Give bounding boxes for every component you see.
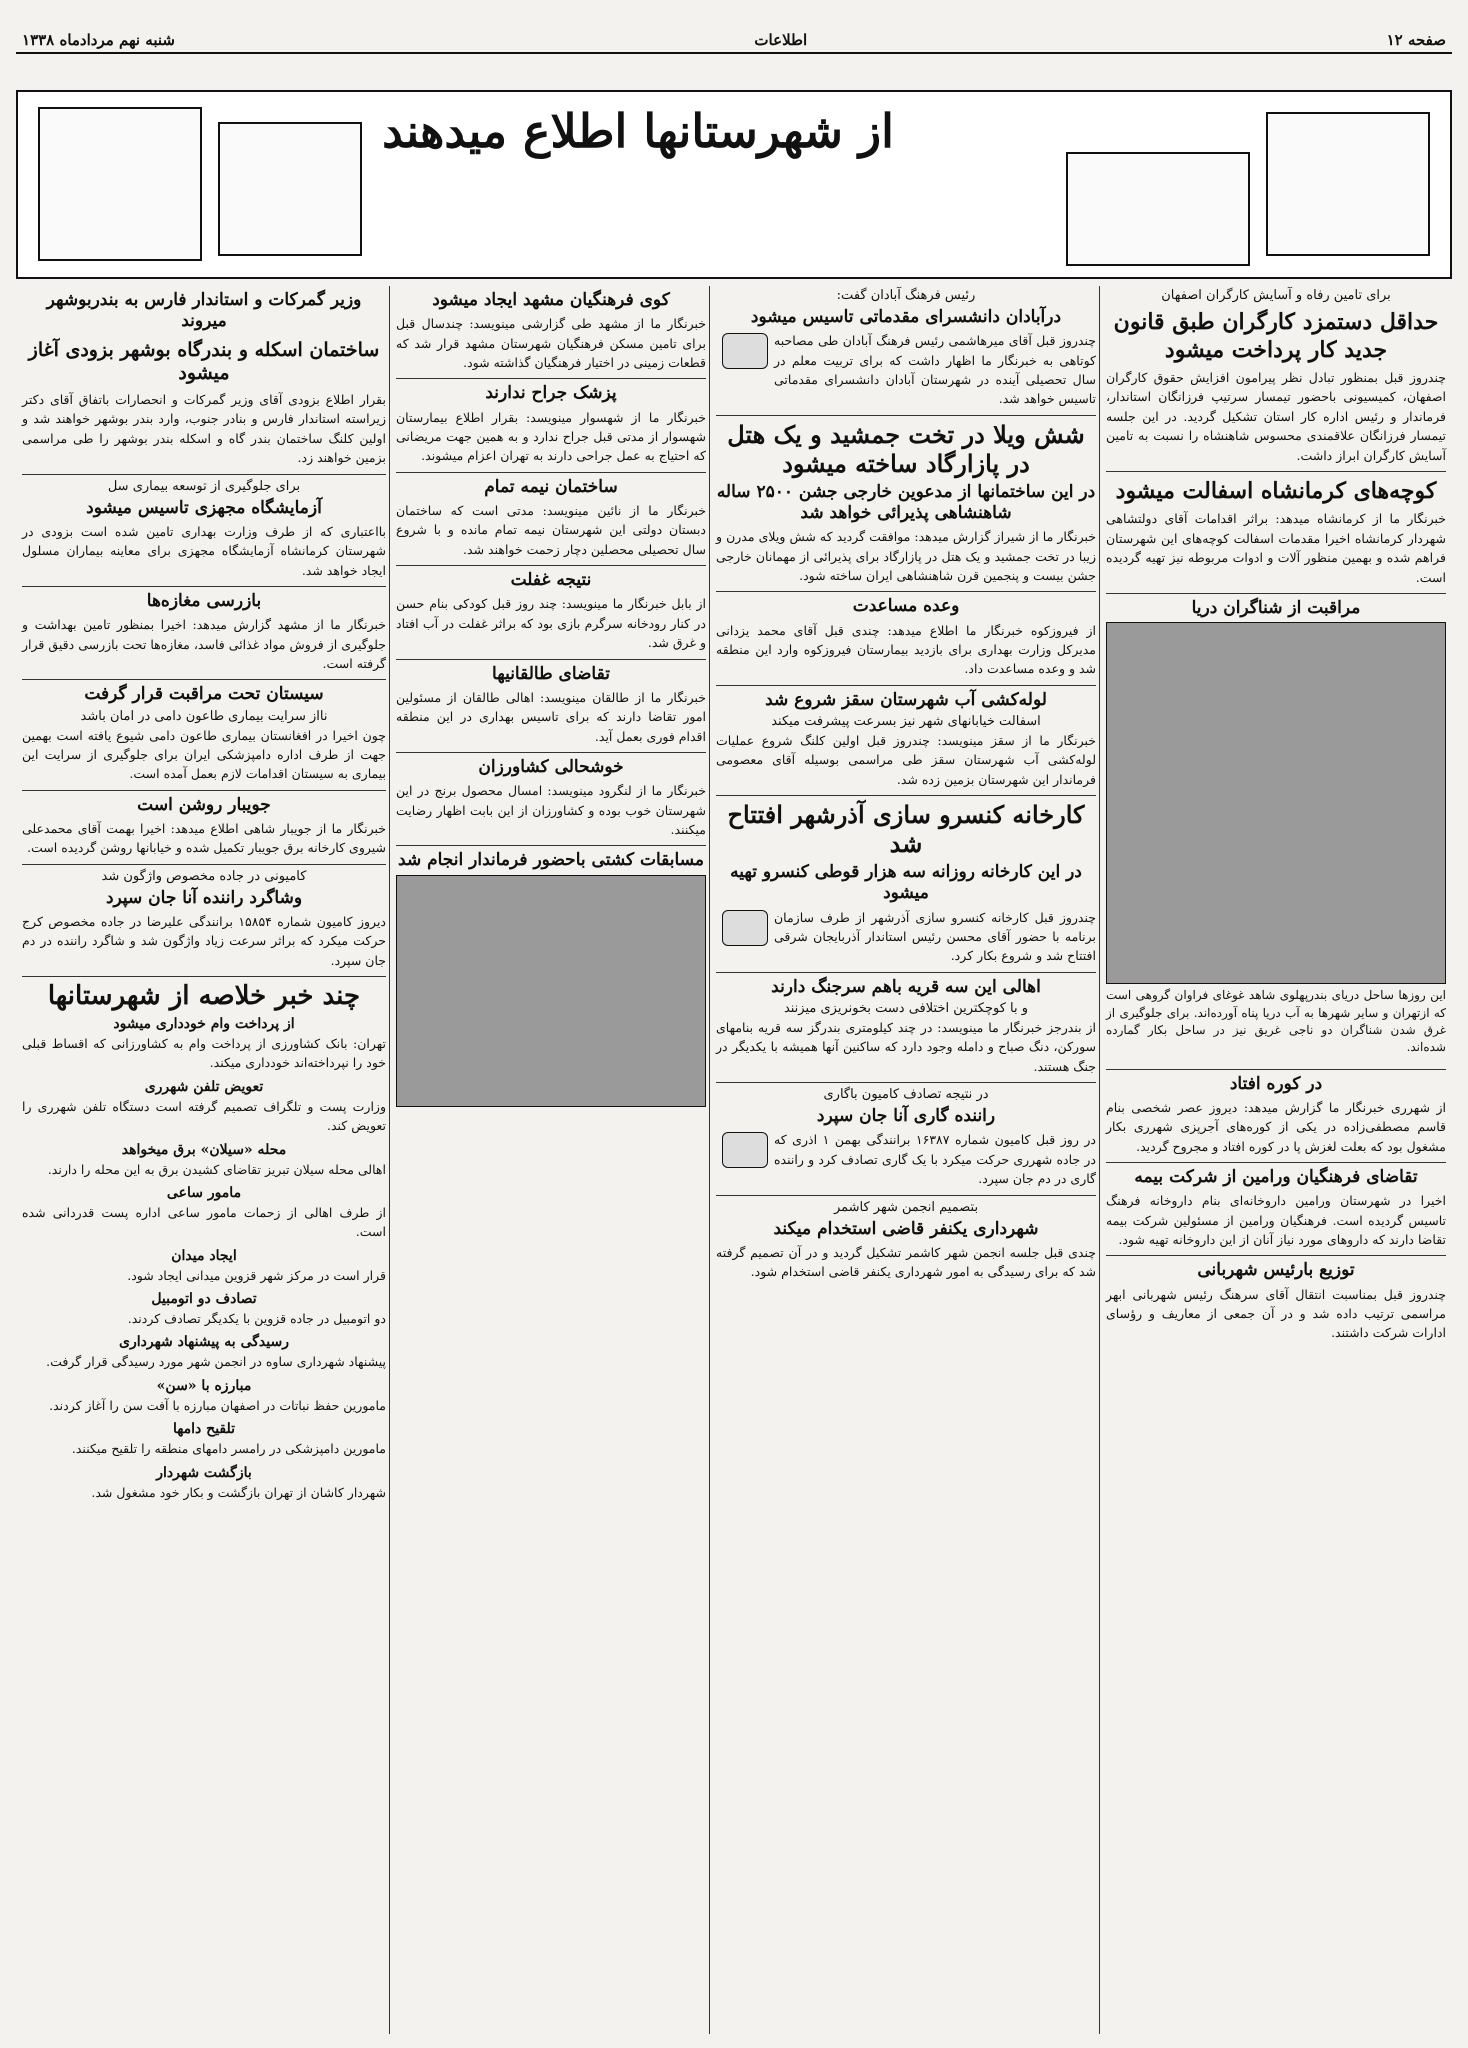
article-headline: کوچه‌های کرمانشاه اسفالت میشود: [1115, 477, 1437, 504]
telephone-illustration: [1266, 112, 1430, 256]
radio-tower-illustration: [38, 107, 202, 261]
article-headline: تقاضای فرهنگیان ورامین از شرکت بیمه: [1134, 1167, 1418, 1188]
article-subheadline: ساختمان اسکله و بندرگاه بوشهر بزودی آغاز میشود: [28, 338, 380, 385]
brief-item: بازگشت شهردار شهردار کاشان از تهران بازگشت و بکار خود مشغول شد.: [91, 1464, 386, 1500]
article-subheadline: و با کوچکترین اختلافی دست بخونریزی میزنند: [783, 1001, 1029, 1016]
paper-name: اطلاعات: [754, 31, 808, 49]
telegraph-illustration: [218, 122, 362, 256]
article-headline: نتیجه غفلت: [510, 570, 592, 591]
article-headline: لوله‌کشی آب شهرستان سقز شروع شد: [765, 689, 1047, 710]
column-center-right: [709, 286, 1102, 2034]
article-headline: تقاضای طالقانیها: [492, 663, 610, 684]
article-body: خبرنگار ما از سقز مینویسد: چندروز قبل اولین کلنگ شروع عملیات لوله‌کشی آب شهرستان سقز طی مراسمی بوسیله آقای معصومی فرماندار این شهرستان بزمین زده شد.: [716, 733, 1096, 787]
palm-tree-icon: [722, 333, 768, 369]
article-headline: آزمایشگاه مجهزی تاسیس میشود: [86, 497, 322, 518]
article-subheadline: نااز سرایت بیماری طاعون دامی در امان باشد: [80, 708, 328, 724]
column-center-left: [389, 286, 712, 2034]
article-headline: کوی فرهنگیان مشهد ایجاد میشود: [432, 290, 670, 310]
article-headline: توزیع بارئیس شهربانی: [1197, 1260, 1355, 1281]
brief-item: محله «سیلان» برق میخواهد اهالی محله سیلان تبریز تقاضای کشیدن برق به این محله را دارند.: [47, 1141, 386, 1177]
news-briefs-list: [22, 1016, 386, 1502]
article-kicker: در نتیجه تصادف کامیون باگاری: [823, 1087, 989, 1103]
article-body: از شهرری خبرنگار ما گزارش میدهد: دیروز عصر شخصی بنام قاسم مصطفی‌زاده در یکی از کوره‌های آجرپزی شهرری بکار مشغول بود که بعلت لغزش پا در کوره افتاد و مجروح گردید.: [1106, 1099, 1446, 1154]
article-headline: اهالی این سه قریه باهم سرجنگ دارند: [771, 976, 1041, 997]
article-body: اخیرا در شهرستان ورامین داروخانه‌ای بنام داروخانه فرهنگ تاسیس گردیده است. فرهنگیان ورامین از مسئولین شرکت بیمه تقاضا دارند که داروهای مورد نیاز آنان از این داروخانه تهیه شود.: [1106, 1193, 1446, 1248]
article-body: چندروز قبل آقای میرهاشمی رئیس فرهنگ آبادان طی مصاحبه کوتاهی به خبرنگار ما اظهار داشت که برای تربیت معلم در سال تحصیلی آینده در شهرستان آبادان دانشسرای مقدماتی تاسیس خواهد شد.: [774, 333, 1096, 407]
article-headline: بازرسی مغازه‌ها: [146, 590, 262, 611]
factory-icon: [722, 910, 768, 946]
article-headline: وزیر گمرکات و استاندار فارس به بندربوشهر میروند: [46, 290, 362, 332]
brief-item: از پرداخت وام خودداری میشود تهران: بانک کشاورزی از پرداخت وام به کشاورزانی که اقساط قبلی خود را نپرداخته‌اند خودداری میکند.: [22, 1016, 386, 1071]
article-subheadline: در این ساختمانها از مدعوین خارجی جشن ۲۵۰۰ ساله شاهنشاهی پذیرائی خواهد شد: [716, 481, 1096, 523]
article-headline: حداقل دستمزد کارگران طبق قانون جدید کار پرداخت میشود: [1113, 309, 1439, 363]
section-banner: [16, 90, 1452, 279]
article-kicker: رئیس فرهنگ آبادان گفت:: [836, 288, 976, 303]
article-body: از بندرجز خبرنگار ما مینویسد: در چند کیلومتری بندرگز سه قریه بنامهای سورکن، دنگ صباح و دامله وجود دارد که ساکنین آنها همیشه با یکدیگر در جنگ هستند.: [716, 1020, 1096, 1074]
column-right: [1099, 286, 1452, 2034]
column-left: [16, 286, 392, 2034]
news-briefs-title: چند خبر خلاصه از شهرستانها: [47, 981, 361, 1011]
article-body: خبرنگار ما از مشهد طی گزارشی مینویسد: چندسال قبل برای تامین مسکن فرهنگیان شهرستان مشهد قرار شد که قطعات زمینی در اختیار فرهنگیان گذاشته شود.: [396, 316, 706, 370]
brief-item: رسیدگی به پیشنهاد شهرداری پیشنهاد شهرداری ساوه در انجمن شهر مورد رسیدگی قرار گرفت.: [46, 1334, 386, 1370]
article-headline: وعده مساعدت: [852, 596, 960, 617]
article-body: چندروز قبل بمناسبت انتقال آقای سرهنگ رئیس شهربانی ابهر مراسمی ترتیب داده شد و در آن جمعی از معاریف و رؤسای ادارات شرکت داشتند.: [1106, 1286, 1446, 1341]
article-body: خبرنگار ما از شهسوار مینویسد: بقرار اطلاع بیمارستان شهسوار از مدتی قبل جراح ندارد و به همین جهت مریضانی که احتیاج به عمل جراحی دارند به تهران اعزام میشوند.: [396, 409, 706, 464]
article-headline: وشاگرد راننده آنا جان سپرد: [105, 887, 303, 908]
brief-item: مبارزه با «سن» مامورین حفظ نباتات در اصفهان مبارزه با آفت سن را آغاز کردند.: [49, 1377, 386, 1413]
newspaper-page: [16, 10, 1452, 2040]
article-kicker: برای جلوگیری از توسعه بیماری سل: [107, 478, 301, 494]
article-headline: سیستان تحت مراقبت قرار گرفت: [84, 684, 324, 705]
banner-title: از شهرستانها اطلاع میدهند: [382, 104, 894, 158]
photo-headline: مسابقات کشتی باحضور فرماندار انجام شد: [398, 850, 704, 871]
article-body: خبرنگار ما از جویبار شاهی اطلاع میدهد: اخیرا بهمت آقای محمدعلی شیروی کارخانه برق جویبار تکمیل شده و خیابانها روشن گردیده است.: [22, 820, 386, 856]
article-headline: کارخانه کنسرو سازی آذرشهر افتتاح شد: [727, 800, 1085, 859]
article-subheadline: در این کارخانه روزانه سه هزار قوطی کنسرو تهیه میشود: [730, 862, 1082, 904]
article-kicker: برای تامین رفاه و آسایش کارگران اصفهان: [1161, 288, 1391, 303]
article-body: چون اخیرا در افغانستان بیماری طاعون دامی شیوع یافته است بهمین جهت از طرف اداره دامپزشکی ایران برای جلوگیری از سرایت این بیماری به سیستان اقدامات لازم بعمل آمده است.: [22, 727, 386, 782]
article-subheadline: اسفالت خیابانهای شهر نیز بسرعت پیشرفت میکند: [771, 714, 1041, 729]
article-headline: شش ویلا در تخت جمشید و یک هتل در پازارگاد ساخته میشود: [727, 419, 1085, 478]
article-headline: خوشحالی کشاورزان: [478, 756, 624, 777]
article-body: خبرنگار ما از نائین مینویسد: مدتی است که ساختمان دبستان دولتی این شهرستان نیمه تمام مانده و با شروع سال تحصیلی محصلین دچار زحمت خواهند شد.: [396, 503, 706, 557]
article-headline: جویبار روشن است: [137, 794, 271, 815]
article-headline: ساختمان نیمه تمام: [484, 476, 618, 497]
article-body: از بابل خبرنگار ما مینویسد: چند روز قبل کودکی بنام حسن در کنار رودخانه سرگرم بازی بود که براثر غفلت در آب افتاد و غرق شد.: [396, 596, 706, 651]
photo-caption: این روزها ساحل دریای بندرپهلوی شاهد غوغای فراوان گروهی است که ازتهران و سایر شهرها به آب دریا پناه آورده‌اند. برای جلوگیری از غرق شدن شناگران دو ناجی غریق نیز در ساحل بکار گمارده شده‌اند.: [1106, 988, 1446, 1055]
article-kicker: کامیونی در جاده مخصوص واژگون شد: [101, 868, 307, 884]
article-body: خبرنگار ما از طالقان مینویسد: اهالی طالقان از مسئولین امور تقاضا دارند که برای تاسیس بهداری در این منطقه اقدام فوری بعمل آید.: [396, 689, 706, 744]
article-body: بااعتباری که از طرف وزارت بهداری تامین شده است بزودی در شهرستان کرمانشاه آزمایشگاه مجهزی برای معاینه بیماران مسلول ایجاد خواهد شد.: [22, 523, 386, 578]
wrestling-event-photo: [396, 875, 706, 1107]
article-body: چندی قبل جلسه انجمن شهر کاشمر تشکیل گردید و در آن تصمیم گرفته شد که برای رسیدگی به امور شهرداری یکنفر قاضی استخدام شود.: [716, 1244, 1096, 1280]
brief-item: تعویض تلفن شهرری وزارت پست و تلگراف تصمیم گرفته است دستگاه تلفن شهرری را تعویض کند.: [22, 1078, 386, 1134]
article-headline: درآبادان دانشسرای مقدماتی تاسیس میشود: [750, 307, 1062, 327]
envelopes-illustration: [1066, 152, 1250, 266]
article-headline: پزشک جراح ندارند: [485, 383, 617, 404]
article-kicker: بتصمیم انجمن شهر کاشمر: [833, 1199, 979, 1215]
page-header: [16, 28, 1452, 54]
page-number: صفحه ۱۲: [1386, 31, 1446, 49]
brief-item: تلقیح دامها مامورین دامپزشکی در رامسر دامهای منطقه را تلقیح میکنند.: [71, 1421, 386, 1457]
article-body: چندروز قبل کارخانه کنسرو سازی آذرشهر از طرف سازمان برنامه با حضور آقای محسن رئیس استاندار آذربایجان شرقی افتتاح شد و شروع بکار کرد.: [774, 909, 1096, 964]
article-body: خبرنگار ما از شیراز گزارش میدهد: موافقت گردید که شش ویلای مدرن و زیبا در تخت جمشید و یک هتل در پازارگاد برای پذیرائی از مهمانان خارجی جشن بیست و پنجمین قرن شاهنشاهی ایران ساخته شود.: [716, 529, 1096, 583]
article-body: خبرنگار ما از کرمانشاه میدهد: براثر اقدامات آقای دولتشاهی شهردار کرمانشاه اخیرا مقدمات اسفالت کوچه‌های این شهرستان فراهم شده و بهمین منظور آلات و ادوات مربوطه نیز تهیه گردیده است.: [1106, 511, 1446, 585]
article-body: دیروز کامیون شماره ۱۵۸۵۴ برانندگی علیرضا در جاده مخصوص کرج حرکت میکرد که براثر سرعت زیاد واژگون شد و شاگرد راننده در دم جان سپرد.: [22, 913, 386, 968]
article-subheadline: راننده گاری آنا جان سپرد: [816, 1106, 996, 1127]
brief-item: مامور ساعی از طرف اهالی از زحمات مامور ساعی اداره پست قدردانی شده است.: [22, 1184, 386, 1240]
article-body: خبرنگار ما از لنگرود مینویسد: امسال محصول برنج در این شهرستان خوب بوده و کشاورزان از این بابت اظهار رضایت میکنند.: [396, 783, 706, 837]
issue-date: شنبه نهم مردادماه ۱۳۳۸: [22, 31, 175, 49]
beach-photo: [1106, 622, 1446, 984]
brief-item: تصادف دو اتومبیل دو اتومبیل در جاده قزوین با یکدیگر تصادف کردند.: [127, 1291, 386, 1326]
article-body: بقرار اطلاع بزودی آقای وزیر گمرکات و انحصارات باتفاق آقای دکتر زیراسته استاندار فارس و بنادر جنوب، وارد بندر بوشهر خواهند شد و اولین کلنگ ساختمان بندر گاه و اسکله بندر بوشهر را طی مراسمی بزمین خواهند زد.: [22, 392, 386, 466]
brief-item: ایجاد میدان قرار است در مرکز شهر قزوین میدانی ایجاد شود.: [127, 1247, 386, 1283]
article-headline: شهرداری یکنفر قاضی استخدام میکند: [773, 1218, 1039, 1239]
article-body: خبرنگار ما از مشهد گزارش میدهد: اخیرا بمنظور تامین بهداشت و جلوگیری از فروش مواد غذائی فاسد، مغازه‌ها تحت بازرسی دقیق قرار گرفته است.: [22, 617, 386, 671]
article-body: از فیروزکوه خبرنگار ما اطلاع میدهد: چندی قبل آقای محمد یزدانی مدیرکل وزارت بهداری برای بازدید بیمارستان فیروزکوه وارد این منطقه شد و وعده مساعدت داد.: [716, 622, 1096, 677]
article-headline: مراقبت از شناگران دریا: [1191, 597, 1361, 618]
article-body: چندروز قبل بمنظور تبادل نظر پیرامون افزایش حقوق کارگران اصفهان، کمیسیونی باحضور تیمسار سرتیپ فرزانگان استاندار، فرماندار و رئیس اداره کار استان تشکیل گردید. در این جلسه تیمسار فرزانگان علاقمندی محسوس شاهنشاه را نسبت به تامین آسایش کارگران ابراز داشت.: [1106, 370, 1446, 463]
article-body: در روز قبل کامیون شماره ۱۶۳۸۷ برانندگی بهمن ۱ اذری که در جاده شهرری حرکت میکرد با یک گاری تصادف کرد و راننده گاری در دم جان سپرد.: [774, 1132, 1096, 1187]
mosque-icon: [722, 1132, 768, 1168]
article-headline: در کوره افتاد: [1229, 1073, 1323, 1094]
